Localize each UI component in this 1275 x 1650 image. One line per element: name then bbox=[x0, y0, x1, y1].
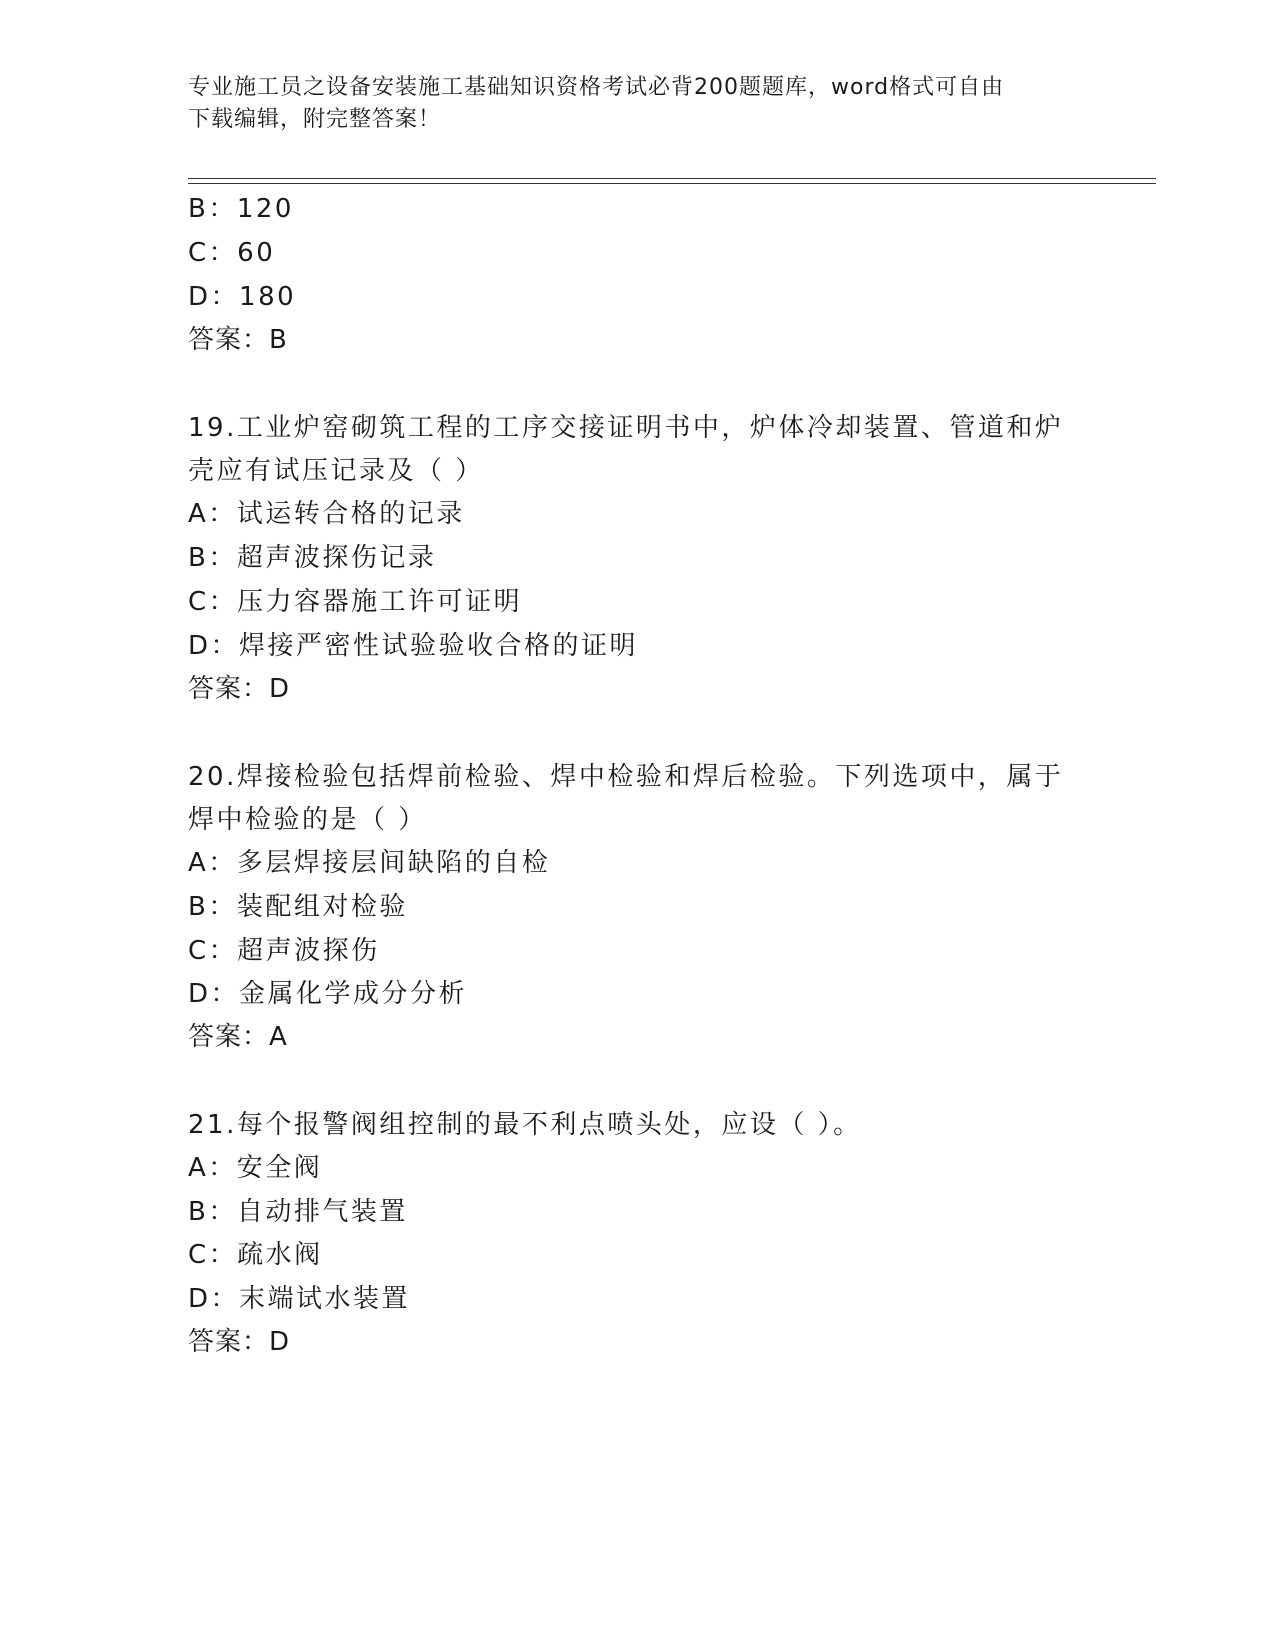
q19-option-a: A：试运转合格的记录 bbox=[188, 499, 465, 529]
q21-option-d: D：末端试水装置 bbox=[188, 1284, 411, 1314]
q21-option-c: C：疏水阀 bbox=[188, 1240, 323, 1270]
q21-stem-line-1: 21.每个报警阀组控制的最不利点喷头处，应设（ ）。 bbox=[188, 1110, 862, 1140]
header-line-2: 下载编辑，附完整答案！ bbox=[188, 107, 442, 132]
q21-option-a: A：安全阀 bbox=[188, 1153, 323, 1183]
q18-option-c: C：60 bbox=[188, 238, 276, 268]
q19-stem-line-1: 19.工业炉窑砌筑工程的工序交接证明书中，炉体冷却装置、管道和炉 bbox=[188, 413, 1064, 443]
q20-option-b: B：装配组对检验 bbox=[188, 892, 408, 922]
q20-stem-line-1: 20.焊接检验包括焊前检验、焊中检验和焊后检验。下列选项中，属于 bbox=[188, 762, 1064, 792]
q19-option-b: B：超声波探伤记录 bbox=[188, 543, 437, 573]
q18-option-d: D：180 bbox=[188, 282, 297, 312]
q19-option-c: C：压力容器施工许可证明 bbox=[188, 587, 523, 617]
header-divider-bottom bbox=[188, 183, 1156, 184]
q20-option-d: D：金属化学成分分析 bbox=[188, 979, 468, 1009]
q21-answer: 答案：D bbox=[188, 1327, 291, 1357]
q18-option-b: B：120 bbox=[188, 194, 294, 224]
q19-stem-line-2: 壳应有试压记录及（ ） bbox=[188, 456, 484, 486]
q20-answer: 答案：A bbox=[188, 1022, 288, 1052]
document-header bbox=[188, 72, 1088, 136]
q18-answer: 答案：B bbox=[188, 325, 288, 355]
q20-stem-line-2: 焊中检验的是（ ） bbox=[188, 805, 427, 835]
q20-option-a: A：多层焊接层间缺陷的自检 bbox=[188, 848, 551, 878]
q20-option-c: C：超声波探伤 bbox=[188, 936, 380, 966]
q19-answer: 答案：D bbox=[188, 674, 291, 704]
header-divider-top bbox=[188, 178, 1156, 179]
q19-option-d: D：焊接严密性试验验收合格的证明 bbox=[188, 631, 639, 661]
q21-option-b: B：自动排气装置 bbox=[188, 1197, 408, 1227]
header-line-1: 专业施工员之设备安装施工基础知识资格考试必背200题题库，word格式可自由 bbox=[188, 75, 1005, 100]
